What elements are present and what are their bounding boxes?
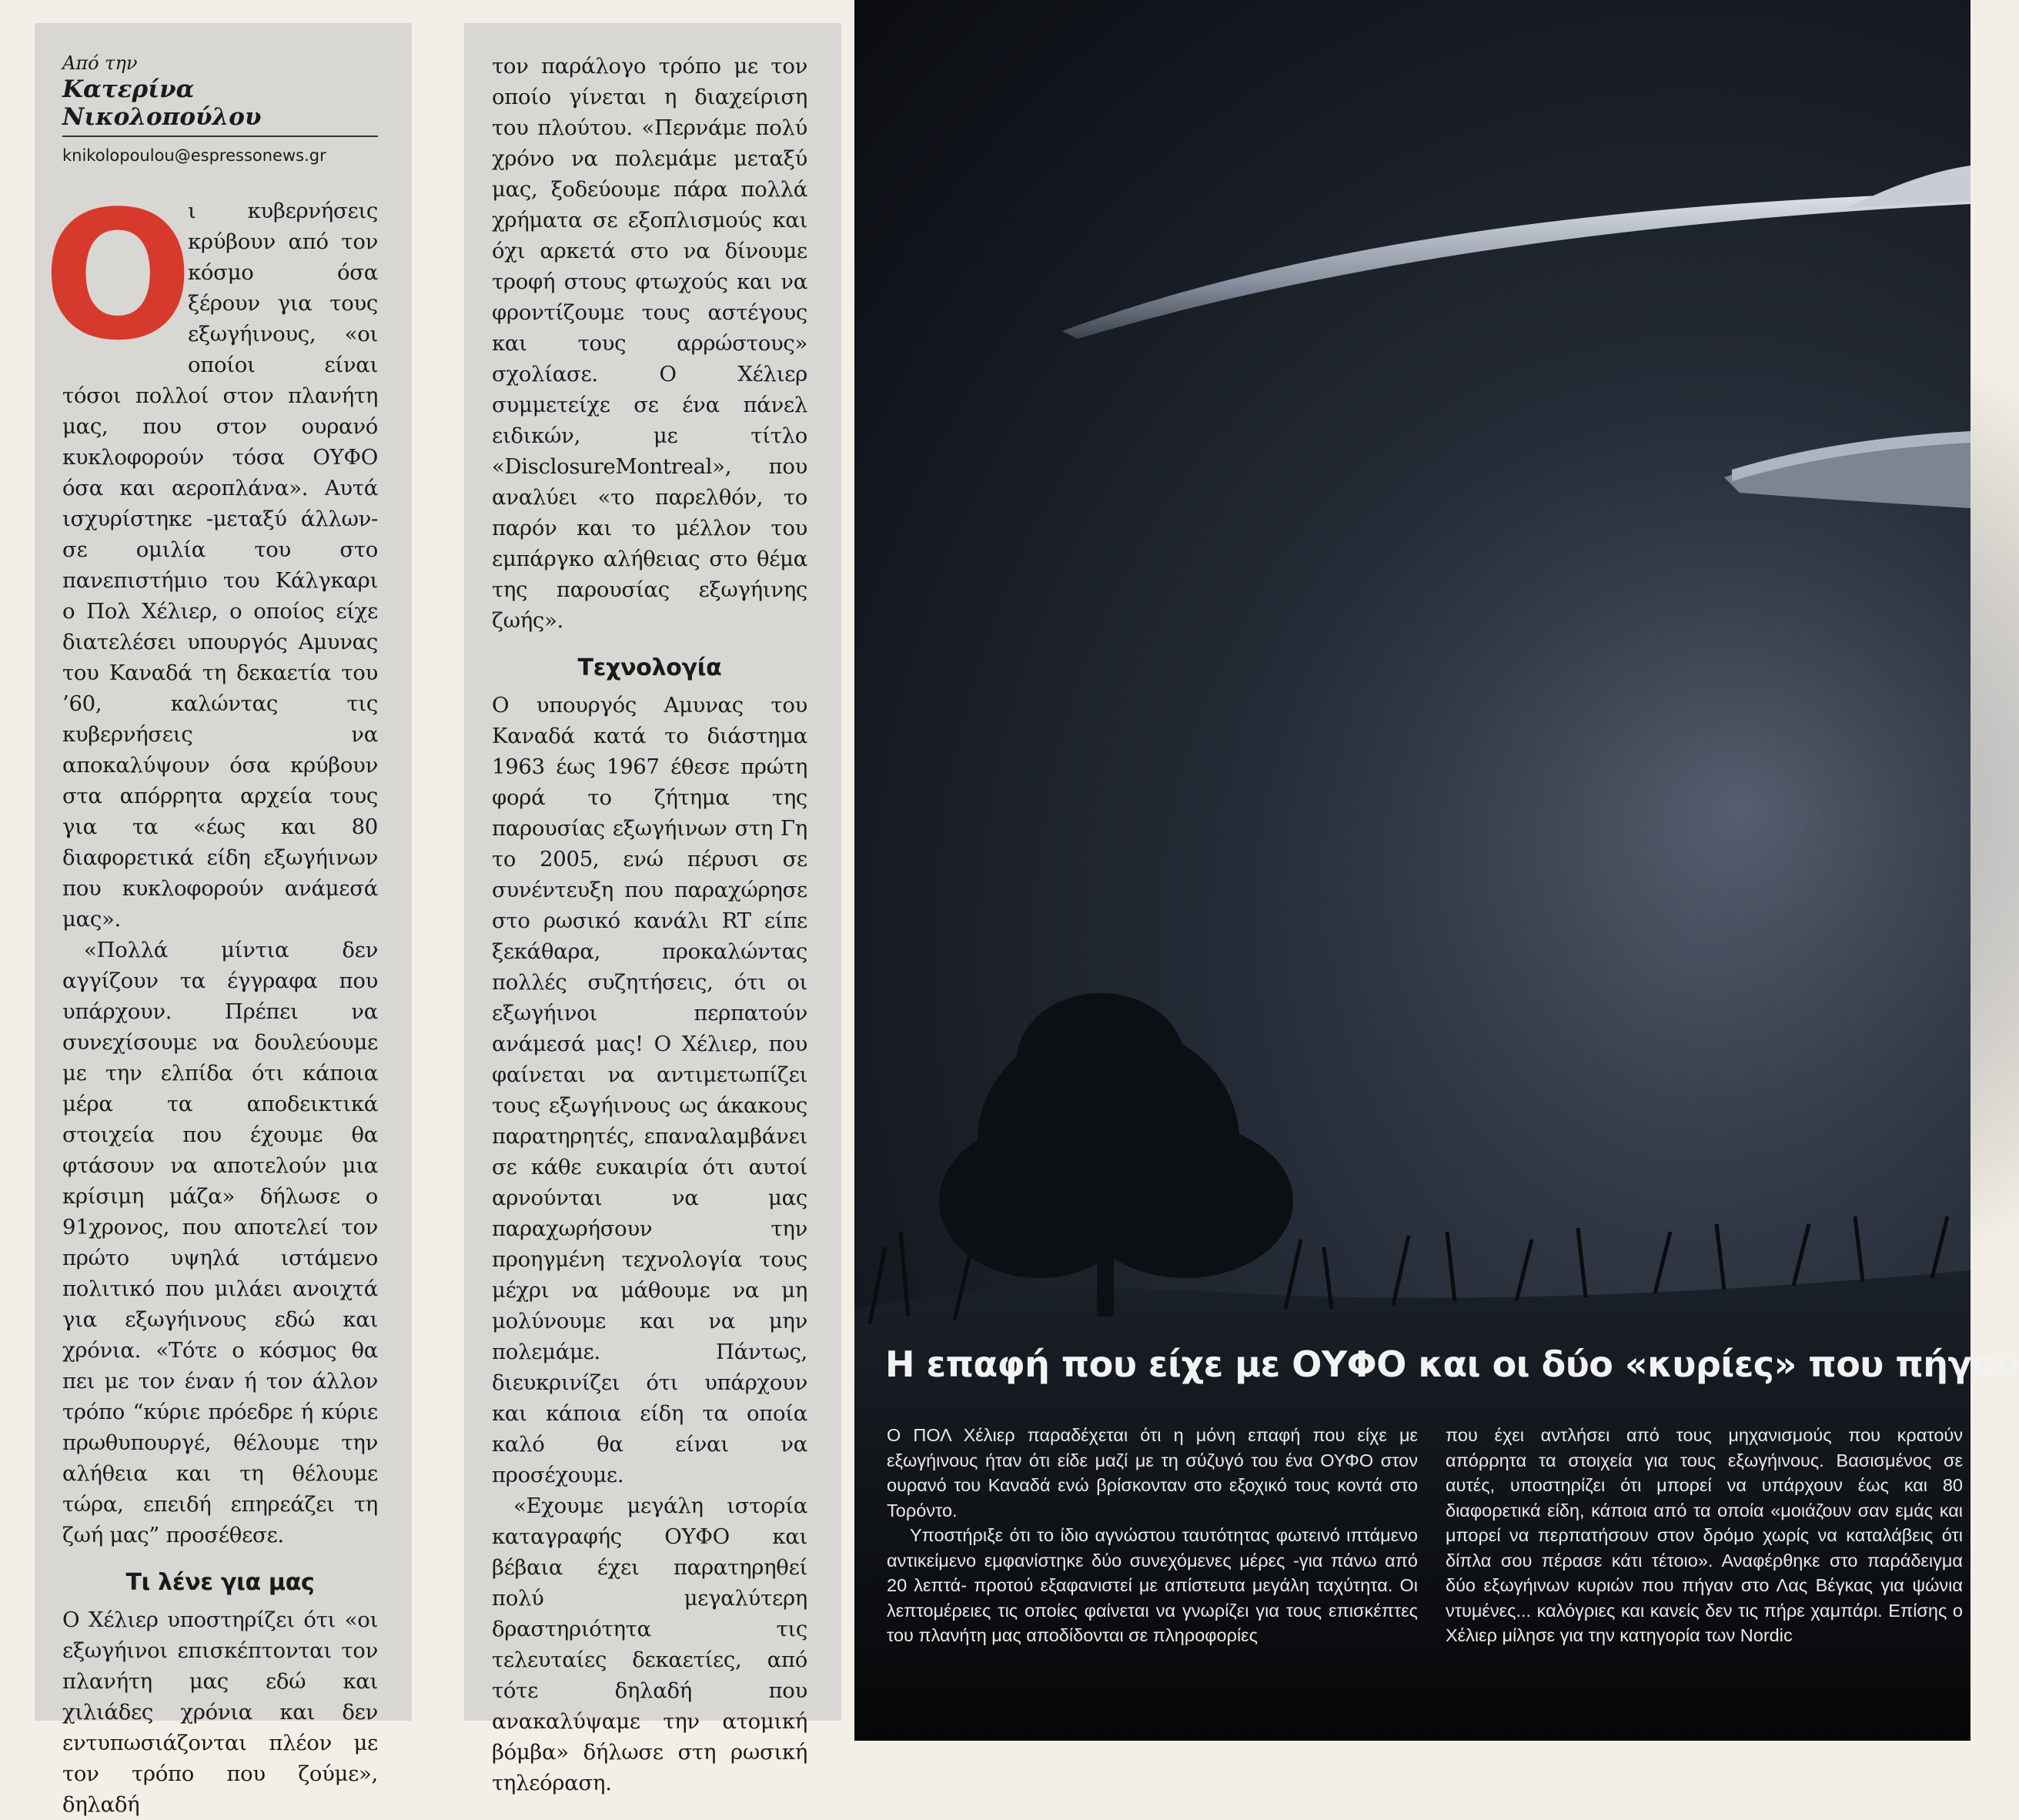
subhead-what-they-say: Τι λένε για μας xyxy=(125,1569,315,1596)
ufo-top xyxy=(1847,166,1971,208)
caption-paragraph-3: που έχει αντλήσει από τους μηχανισμούς που κρατούν απόρρητα τα στοιχεία για τους εξωγήινους. Βασισμένος σε αυτές, υποστηρίζει ότι μπορεί να υπάρχουν έως και 80 διαφορετικά είδη, κάποια από τα οποία «μοιάζουν σαν εμάς και μπορεί να περπατήσουν στον δρόμο χωρίς να καταλάβεις ότι δίπλα σου πέρασε κάτι τέτοιο». Αναφέρθηκε στο παράδειγμα δύο εξωγήινων κυριών που πήγαν στο Λας Βέγκας για ψώνια ντυμένες... καλόγριες και κανείς δεν τις πήρε χαμπάρι. Επίσης ο Χέλιερ μίλησε για την κατηγορία των Nordic xyxy=(1446,1425,1963,1645)
subhead-technology: Τεχνολογία xyxy=(577,654,722,681)
byline-email: knikolopoulou@espressonews.gr xyxy=(62,146,326,165)
caption-paragraph-2: Υποστήριξε ότι το ίδιο αγνώστου ταυτότητας φωτεινό ιπτάμενο αντικείμενο εμφανίστηκε δύο συνεχόμενες μέρες -για πάνω από 20 λεπτά- προτού εξαφανιστεί με απίστευτα μεγάλη ταχύτητα. Οι λεπτομέρειες τις οποίες φαίνεται να γνωρίζει για τους επισκέπτες του πλανήτη μας αποδίδονται σε πληροφορίες xyxy=(887,1525,1418,1645)
dropcap-text: Ο xyxy=(42,174,193,380)
paragraph-intro: ι κυβερνήσεις κρύβουν από τον κόσμο όσα ξέρουν για τους εξωγήινους, «οι οποίοι είναι τόσοι πολλοί στον πλανήτη μας, που στον ουρανό κυκλοφορούν τόσα ΟΥΦΟ όσα και αεροπλάνα». Αυτά ισχυρίστηκε -μεταξύ άλλων- σε ομιλία του στο πανεπιστήμιο του Κάλγκαρι ο Πολ Χέλιερ, ο οποίος είχε διατελέσει υπουργός Αμυνας του Καναδά τη δεκαετία του ’60, καλώντας τις κυβερνήσεις να αποκαλύψουν όσα κρύβουν στα απόρρητα αρχεία τους για τα «έως και 80 διαφορετικά είδη εξωγήινων που κυκλοφορούν ανάμεσά μας». xyxy=(62,199,378,932)
dropcap-letter xyxy=(42,174,193,380)
caption-column-1 xyxy=(887,1423,1418,1648)
paragraph-ufo-history: «Εχουμε μεγάλη ιστορία καταγραφής ΟΥΦΟ και βέβαια έχει παρατηρηθεί πολύ μεγαλύτερη δραστηριότητα τις τελευταίες δεκαετίες, από τότε δηλαδή που ανακαλύψαμε την ατομική βόμβα» δήλωσε στη ρωσική τηλεόραση. xyxy=(492,1494,807,1795)
tree-silhouette xyxy=(939,993,1293,1316)
article-body-col2 xyxy=(492,51,807,1798)
caption-paragraph-1: Ο ΠΟΛ Χέλιερ παραδέχεται ότι η μόνη επαφή που είχε με εξωγήινους ήταν ότι είδε μαζί με τη σύζυγό του ένα ΟΥΦΟ στον ουρανό του Καναδά ενώ βρίσκονταν στο εξοχικό τους κοντά στο Τορόντο. xyxy=(887,1425,1418,1521)
caption-column-2 xyxy=(1446,1423,1963,1648)
paragraph-quote: «Πολλά μίντια δεν αγγίζουν τα έγγραφα που υπάρχουν. Πρέπει να συνεχίσουμε να δουλεύουμε με την ελπίδα ότι κάποια μέρα τα αποδεικτικά στοιχεία που έχουμε θα φτάσουν να αποτελούν μια κρίσιμη μάζα» δήλωσε ο 91χρονος, που αποτελεί τον πρώτο υψηλά ιστάμενο πολιτικό που μιλάει ανοιχτά για εξωγήινους εδώ και χρόνια. «Τότε ο κόσμος θα πει με τον έναν ή τον άλλον τρόπο “κύριε πρόεδρε ή κύριε πρωθυπουργέ, θέλουμε την αλήθεια και τη θέλουμε τώρα, επειδή επηρεάζει τη ζωή μας” προσέθεσε. xyxy=(62,938,378,1547)
byline-prefix: Από την xyxy=(62,52,138,74)
paragraph-wealth: τον παράλογο τρόπο με τον οποίο γίνεται η διαχείριση του πλούτου. «Περνάμε πολύ χρόνο να πολεμάμε μεταξύ μας, ξοδεύουμε πάρα πολλά χρήματα σε εξοπλισμούς και όχι αρκετά στο να δίνουμε τροφή στους φτωχούς και να φροντίζουμε τους αστέγους και τους αρρώστους» σχολίασε. Ο Χέλιερ συμμετείχε σε ένα πάνελ ειδικών, με τίτλο «DisclosureMontreal», που αναλύει «το παρελθόν, το παρόν και το μέλλον του εμπάργκο αλήθειας στο θέμα της παρουσίας εξωγήινης ζωής». xyxy=(492,54,807,633)
article-column-2 xyxy=(464,23,841,1795)
paragraph-minister: Ο υπουργός Αμυνας του Καναδά κατά το διάστημα 1963 έως 1967 έθεσε πρώτη φορά το ζήτημα της παρουσίας εξωγήινων στη Γη το 2005, ενώ πέρυσι σε συνέντευξη που παραχώρησε στο ρωσικό κανάλι RT είπε ξεκάθαρα, προκαλώντας πολλές συζητήσεις, ότι οι εξωγήινοι περπατούν ανάμεσά μας! Ο Χέλιερ, που φαίνεται να αντιμετωπίζει τους εξωγήινους ως άκακους παρατηρητές, επαναλαμβάνει σε κάθε ευκαιρία ότι αυτοί αρνούνται να μας παραχωρήσουν την προηγμένη τεχνολογία τους μέχρι να μάθουμε να μη μολύνουμε και να μην πολεμάμε. Πάντως, διευκρινίζει ότι υπάρχουν και κάποια είδη τα οποία καλό θα είναι να προσέχουμε. xyxy=(492,693,807,1487)
byline-author: Κατερίνα Νικολοπούλου xyxy=(62,75,378,137)
caption-headline: Η επαφή που είχε με ΟΥΦΟ και οι δύο «κυρίες» που πήγαν xyxy=(885,1343,2019,1385)
paragraph-heller-claims: Ο Χέλιερ υποστηρίζει ότι «οι εξωγήινοι επισκέπτονται τον πλανήτη μας εδώ και χιλιάδες χρόνια και δεν εντυπωσιάζονται πλέον με τον τρόπο που ζούμε», δηλαδή xyxy=(62,1608,378,1817)
article-column-1 xyxy=(35,23,412,1817)
article-body-col1 xyxy=(42,174,378,1820)
